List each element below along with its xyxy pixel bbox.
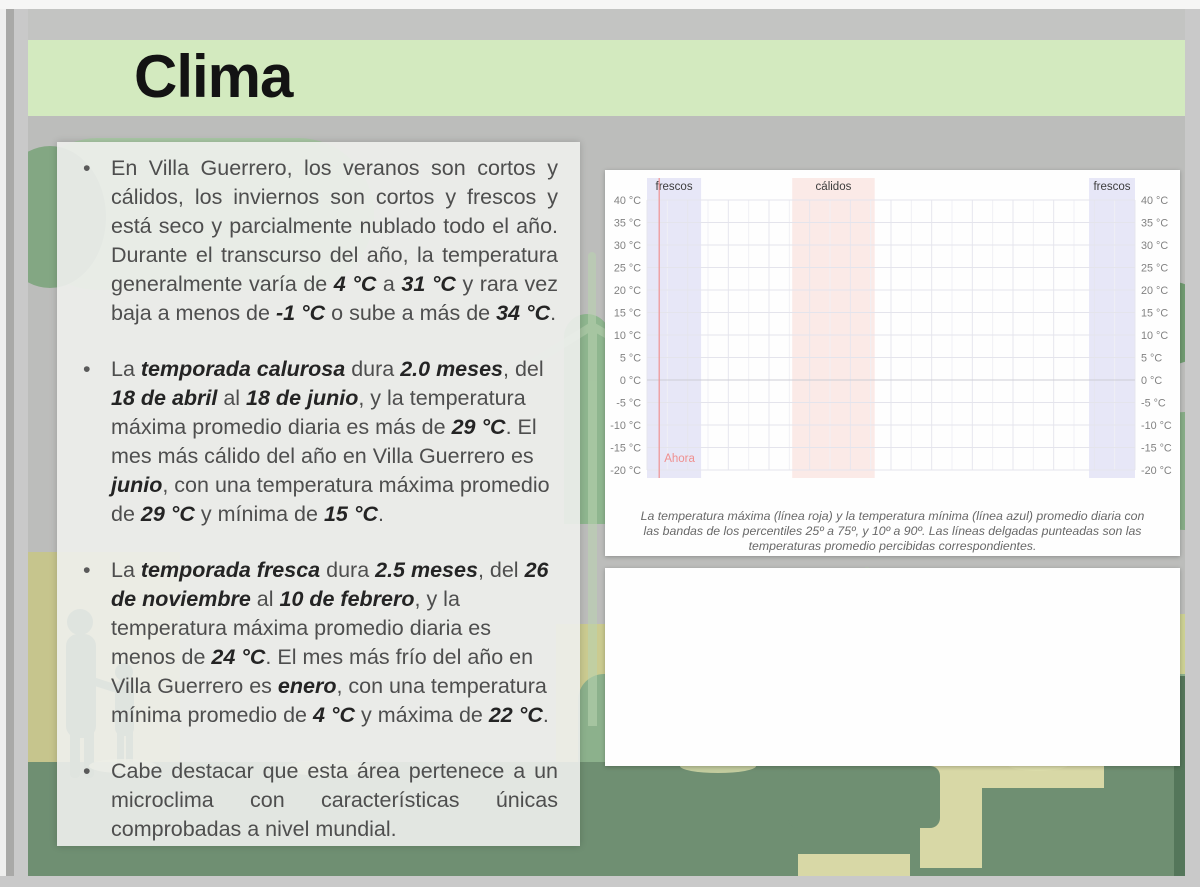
bullet-item: • Cabe destacar que esta área pertenece a un microclima con características únicas comprobadas a nivel mundial. [75, 757, 558, 844]
svg-text:5 °C: 5 °C [1141, 352, 1163, 365]
svg-text:cálidos: cálidos [815, 181, 852, 193]
svg-text:40 °C: 40 °C [1141, 195, 1169, 207]
svg-text:35 °C: 35 °C [1141, 217, 1169, 230]
photo-left-shadow [6, 9, 14, 876]
svg-text:frescos: frescos [1093, 181, 1131, 193]
photo-top-strip [0, 0, 1200, 9]
bullet-item: • La temporada calurosa dura 2.0 meses, del 18 de abril al 18 de junio, y la temperatura máxima promedio diaria es más de 29 °C. El mes más cálido del año en Villa Guerrero es junio, con una temperatura máxima promedio de 29 °C y mínima de 15 °C. [75, 355, 558, 529]
svg-text:30 °C: 30 °C [613, 240, 641, 252]
svg-text:-10 °C: -10 °C [1141, 420, 1172, 432]
svg-text:-20 °C: -20 °C [610, 465, 641, 477]
slide-top-margin [28, 9, 1185, 40]
climate-summary-card [605, 568, 1180, 766]
svg-text:-15 °C: -15 °C [610, 442, 641, 455]
svg-text:-5 °C: -5 °C [1141, 397, 1166, 410]
svg-text:Ahora: Ahora [664, 452, 695, 465]
svg-text:10 °C: 10 °C [613, 330, 641, 342]
temperature-chart-caption: La temperatura máxima (línea roja) y la temperatura mínima (línea azul) promedio diaria con las bandas de los percentiles 25º a 75º, y 10º a 90º. Las líneas delgadas punteadas son las temperaturas promedio percibidas correspondientes. [640, 509, 1145, 553]
svg-text:-10 °C: -10 °C [610, 420, 641, 432]
svg-text:0 °C: 0 °C [1141, 375, 1163, 387]
svg-text:20 °C: 20 °C [613, 285, 641, 297]
text-panel [57, 142, 580, 846]
svg-text:35 °C: 35 °C [613, 217, 641, 230]
svg-text:15 °C: 15 °C [1141, 307, 1169, 320]
svg-text:30 °C: 30 °C [1141, 240, 1169, 252]
bullet-list [75, 154, 558, 844]
svg-text:-20 °C: -20 °C [1141, 465, 1172, 477]
svg-text:15 °C: 15 °C [613, 307, 641, 320]
svg-text:25 °C: 25 °C [613, 262, 641, 275]
title-band [28, 40, 1185, 116]
svg-text:frescos: frescos [655, 181, 693, 193]
svg-text:20 °C: 20 °C [1141, 285, 1169, 297]
svg-text:10 °C: 10 °C [1141, 330, 1169, 342]
svg-text:0 °C: 0 °C [619, 375, 641, 387]
page-title: Clima [134, 43, 293, 110]
temperature-chart-card [605, 170, 1180, 556]
bullet-item: • En Villa Guerrero, los veranos son cortos y cálidos, los inviernos son cortos y frescos y está seco y parcialmente nublado todo el año. Durante el transcurso del año, la temperatura generalmente varía de 4 °C a 31 °C y rara vez baja a menos de -1 °C o sube a más de 34 °C. [75, 154, 558, 328]
climate-summary-chart [605, 568, 1180, 766]
bullet-item: • La temporada fresca dura 2.5 meses, del 26 de noviembre al 10 de febrero, y la temperatura máxima promedio diaria es menos de 24 °C. El mes más frío del año en Villa Guerrero es enero, con una temperatura mínima promedio de 4 °C y máxima de 22 °C. [75, 556, 558, 730]
svg-text:-15 °C: -15 °C [1141, 442, 1172, 455]
svg-text:5 °C: 5 °C [619, 352, 641, 365]
svg-text:-5 °C: -5 °C [616, 397, 641, 410]
temperature-chart [605, 170, 1180, 504]
slide-body [28, 116, 1185, 876]
svg-text:40 °C: 40 °C [613, 195, 641, 207]
svg-text:25 °C: 25 °C [1141, 262, 1169, 275]
